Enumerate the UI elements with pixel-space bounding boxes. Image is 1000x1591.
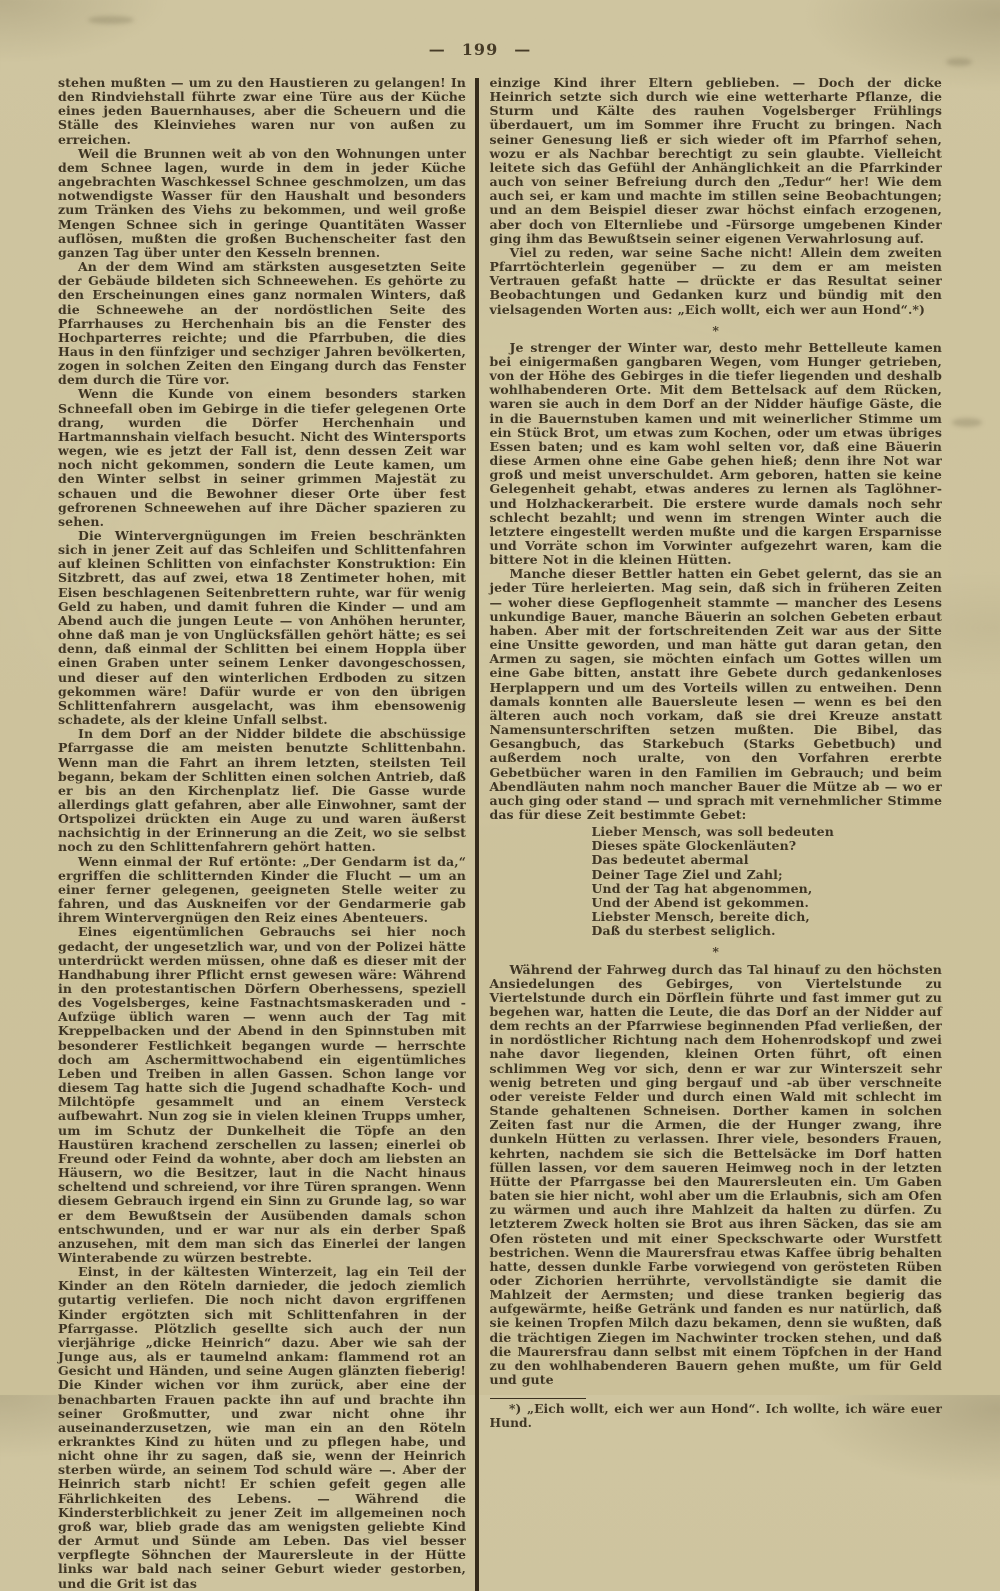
- footnote: *) „Eich wollt, eich wer aun Hond“. Ich wollte, ich wäre euer Hund.: [489, 1402, 942, 1431]
- paper-smudge: [88, 16, 134, 24]
- paragraph-left-2: Weil die Brunnen weit ab von den Wohnungen unter dem Schnee lagen, wurde in dem in jeder Küche angebrachten Waschkessel Schnee geschmolzen, um das notwendigste Wasser für den Haushalt und besonders zum Tränken des Viehs zu bekommen, und weil große Mengen Schnee sich in geringe Quantitäten Wasser auflösen, mußten die großen Buchenscheiter fast den ganzen Tag über unter den Kesseln brennen.: [58, 145, 466, 260]
- poem-line: Liebster Mensch, bereite dich,: [591, 909, 810, 925]
- poem-line: Daß du sterbest seliglich.: [591, 923, 776, 939]
- paragraph-right-1: einzige Kind ihrer Eltern geblieben. — Doch der dicke Heinrich setzte sich durch wie eine wetterharte Pflanze, die Sturm und Kälte des rauhen Vogelsberger Frühlings überdauert, um im Sommer ihre Frucht zu bringen. Nach seiner Genesung ließ er sich wieder oft im Pfarrhof sehen, wozu er als Nachbar berechtigt zu sein glaubte. Vielleicht leitete sich das Gefühl der Anhänglichkeit an die Pfarrkinder auch von seiner Befreiung durch den „Tedur“ her! Wie dem auch sei, er kam und machte im stillen seine Beobachtungen; und an dem Beispiel dieser zwar höchst einfach erzogenen, aber doch von Elternliebe und -Fürsorge umgebenen Kinder ging ihm das Bewußtsein seiner eigenen Verwahrlosung auf.: [489, 75, 942, 246]
- star-separator: *: [712, 944, 720, 960]
- poem-line: Und der Tag hat abgenommen,: [591, 880, 813, 896]
- footnote-rule: [490, 1398, 586, 1399]
- paragraph-right-3: Je strenger der Winter war, desto mehr Bettelleute kamen bei einigermaßen gangbaren Wegen, vom Hunger getrieben, von der Höhe des Gebirges in die tiefer liegenden und deshalb wohlhabenderen Orte. Mit dem Bettelsack auf dem Rücken, waren sie auch in dem Dorf an der Nidder häufige Gäste, die in die Bauernstuben kamen und mit weinerlicher Stimme um ein Stück Brot, um etwas zum Kochen, oder um etwas übriges Essen baten; und es kam wohl selten vor, daß eine Bäuerin diese Armen ohne eine Gabe gehen hieß; denn ihre Not war groß und meist unverschuldet. Arm geboren, hatten sie keine Gelegenheit gehabt, etwas anderes zu lernen als Taglöhner- und Holzhackerarbeit. Die erstere wurde damals noch sehr schlecht bezahlt; und wenn im strengen Winter auch die letztere eingestellt werden mußte und die kargen Ersparnisse und Vorräte schon im Vorwinter aufgezehrt waren, kam die bittere Not in die kleinen Hütten.: [489, 339, 942, 568]
- paper-smudge: [946, 58, 972, 66]
- paragraph-left-4: Wenn die Kunde von einem besonders starken Schneefall oben im Gebirge in die tiefer gelegenen Orte drang, wurden die Dörfer Herchenhain und Hartmannshain vielfach besucht. Nicht des Wintersports wegen, wie es jetzt der Fall ist, denn dessen Zeit war noch nicht gekommen, sondern die Leute kamen, um den Winter selbst in seiner grimmen Majestät zu schauen und die Bewohner dieser Orte über fest gefrorenen Schneewehen auf ihre Dächer spazieren zu sehen.: [58, 386, 466, 529]
- page-number: 199: [461, 40, 499, 59]
- paper-smudge: [952, 418, 982, 427]
- poem-line: Das bedeutet abermal: [591, 852, 749, 868]
- header-dash-right: —: [514, 40, 532, 59]
- paragraph-right-5: Während der Fahrweg durch das Tal hinauf zu den höchsten Ansiedelungen des Gebirges, von Viertelstunde zu Viertelstunde durch ein Dörflein führte und fast immer gut zu begehen war, hatten die Leute, die das Dorf an der Nidder auf dem rechts an der Pfarrwiese beginnenden Pfad verließen, der in nordöstlicher Richtung nach dem Hohenrodskopf und zwei nahe davor liegenden, kleinen Orten führt, oft einen schlimmen Weg vor sich, denn er war zur Winterszeit sehr wenig betreten und ging bergauf und -ab über verschneite oder vereiste Felder und durch einen Wald mit schlecht im Stande gehaltenen Schneisen. Dorther kamen in solchen Zeiten fast nur die Armen, die der Hunger zwang, ihre dunkeln Hütten zu verlassen. Ihrer viele, besonders Frauen, kehrten, nachdem sie sich die Bettelsäcke im Dorf hatten füllen lassen, vor dem saueren Heimweg noch in der letzten Hütte der Pfarrgasse bei den Maurersleuten ein. Um Gaben baten sie hier nicht, wohl aber um die Erlaubnis, sich am Ofen zu wärmen und auch ihre Mahlzeit da halten zu dürfen. Zu letzterem Zweck holten sie Brot aus ihren Säcken, das sie am Ofen rösteten und mit einer Speckschwarte oder Wurstfett bestrichen. Wenn die Maurersfrau etwas Kaffee übrig behalten hatte, dessen dunkle Farbe vorwiegend von gerösteten Rüben oder Zichorien herrührte, vervollständigte sie damit die Mahlzeit der Aermsten; und diese tranken begierig das aufgewärmte, heiße Getränk und fanden es nur natürlich, daß sie keinen Tropfen Milch dazu bekamen, denn sie wußten, daß die trächtigen Ziegen im Nachwinter trocken stehen, und daß die Maurersfrau dann selbst mit einem Töpfchen in der Hand zu den wohlhabenderen Bauern gehen mußte, um für Geld und gute: [489, 961, 942, 1388]
- right-column: [490, 76, 943, 1591]
- column-divider-rule: [475, 78, 479, 1591]
- paragraph-right-4: Manche dieser Bettler hatten ein Gebet gelernt, das sie an jeder Türe herleierten. Mag sein, daß sich in früheren Zeiten — woher diese Gepflogenheit stammte — mancher des Lesens unkundige Bauer, manche Bäuerin an solchen Gebeten erbaut haben. Aber mit der fortschreitenden Zeit war aus der Sitte eine Unsitte geworden, und man hätte gut daran getan, den Armen zu sagen, sie möchten einfach um Gottes willen um eine Gabe bitten, anstatt ihre Gebete durch gedankenloses Herplappern und um des Vorteils willen zu entweihen. Denn damals konnten alle Bauersleute lesen — wenn es bei den älteren auch noch vorkam, daß sie drei Kreuze anstatt Namensunterschriften setzen mußten. Die Bibel, das Gesangbuch, das Starkebuch (Starks Gebetbuch) und außerdem noch uralte, von den Vorfahren ererbte Gebetbücher waren in den Familien im Gebrauch; und beim Abendläuten nahm noch mancher Bauer die Mütze ab — wo er auch ging oder stand — und sprach mit vernehmlicher Stimme das für diese Zeit bestimmte Gebet:: [489, 566, 942, 822]
- text-columns: [58, 76, 942, 1591]
- star-separator: *: [712, 322, 720, 338]
- page-header: [0, 40, 960, 59]
- header-dash-left: —: [428, 40, 446, 59]
- paragraph-left-7: Wenn einmal der Ruf ertönte: „Der Gendarm ist da,“ ergriffen die schlitternden Kinder die Flucht — um an einer ferner gelegenen, geeigneten Stelle weiter zu fahren, und das Auskneifen vor der Gendarmerie gab ihrem Wintervergnügen den Reiz eines Abenteuers.: [58, 853, 466, 926]
- paragraph-right-2: Viel zu reden, war seine Sache nicht! Allein dem zweiten Pfarrtöchterlein gegenüber — zu dem er am meisten Vertrauen gefaßt hatte — drückte er das Resultat seiner Beobachtungen und Gedanken kurz und bündig mit den vielsagenden Worten aus: „Eich wollt, eich wer aun Hond“.*): [489, 244, 942, 317]
- paragraph-left-1: stehen mußten — um zu den Haustieren zu gelangen! In den Rindviehstall führte zwar eine Türe aus der Küche eines jeden Bauernhauses, aber die Scheuern und die Ställe des Kleinviehes waren nur von außen zu erreichen.: [58, 75, 466, 147]
- left-column: [58, 76, 466, 1591]
- paragraph-left-9: Einst, in der kältesten Winterzeit, lag ein Teil der Kinder an den Röteln darnieder, die jedoch ziemlich gutartig verliefen. Die noch nicht davon ergriffenen Kinder ergötzten sich mit Schlittenfahren in der Pfarrgasse. Plötzlich gesellte sich auch der nun vierjährige „dicke Heinrich“ dazu. Aber wie sah der Junge aus, als er taumelnd ankam: flammend rot an Gesicht und Händen, und seine Augen glänzten fieberig! Die Kinder wichen vor ihm zurück, aber eine der benachbarten Frauen packte ihn auf und brachte ihn seiner Großmutter, und zwar nicht ohne ihr auseinanderzusetzen, wie man ein an den Röteln erkranktes Kind zu hüten und zu pflegen habe, und nicht ohne ihr zu sagen, daß sie, wenn der Heinrich sterben würde, an seinem Tod schuld wäre —. Aber der Heinrich starb nicht! Er schien gefeit gegen alle Fährlichkeiten des Lebens. — Während die Kindersterblichkeit zu jener Zeit im allgemeinen noch groß war, blieb grade das am wenigsten geliebte Kind der Armut und Sünde am Leben. Das viel besser verpflegte Söhnchen der Maurersleute in der Hütte links war bald nach seiner Geburt wieder gestorben, und die Grit ist das: [58, 1264, 466, 1591]
- paragraph-left-3: An der dem Wind am stärksten ausgesetzten Seite der Gebäude bildeten sich Schneewehen. Es gehörte zu den Erscheinungen eines ganz normalen Winters, daß die Schneewehe an der nordöstlichen Seite des Pfarrhauses zu Herchenhain bis an die Fenster des Hochparterres reichte; und die Pfarrbuben, die dies Haus in den fünfziger und sechziger Jahren bevölkerten, zogen in solchen Zeiten den Eingang durch das Fenster dem durch die Türe vor.: [58, 259, 466, 388]
- evening-prayer-poem: [592, 825, 943, 938]
- paragraph-left-8: Eines eigentümlichen Gebrauchs sei hier noch gedacht, der ungesetzlich war, und von der Polizei hätte unterdrückt werden müssen, ohne daß es dieser mit der Handhabung ihrer Pflicht ernst gewesen wäre: Während in den protestantischen Dörfern Oberhessens, speziell des Vogelsberges, keine Fastnachtsmaskeraden und -Aufzüge üblich waren — wenn auch der Tag mit Kreppelbacken und der Abend in den Spinnstuben mit besonderer Festlichkeit begangen wurde — herrschte doch am Aschermittwochabend ein eigentümliches Leben und Treiben in allen Gassen. Schon lange vor diesem Tag hatte sich die Jugend schadhafte Koch- und Milchtöpfe gesammelt und an einem Versteck aufbewahrt. Nun zog sie in vielen kleinen Trupps umher, um im Schutz der Dunkelheit die Töpfe an den Haustüren krachend zerschellen zu lassen; einerlei ob Freund oder Feind da wohnte, aber doch am liebsten an Häusern, wo die Besitzer, laut in die Nacht hinaus scheltend und schreiend, vor ihre Türen sprangen. Wenn diesem Gebrauch irgend ein Sinn zu Grunde lag, so war er dem Bewußtsein der Ausübenden damals schon entschwunden, und er war nur als ein derber Spaß anzusehen, mit dem man sich das Einerlei der langen Winterabende zu würzen bestrebte.: [58, 924, 466, 1265]
- paragraph-left-6: In dem Dorf an der Nidder bildete die abschüssige Pfarrgasse die am meisten benutzte Schlittenbahn. Wenn man die Fahrt an ihrem letzten, steilsten Teil begann, bekam der Schlitten einen solchen Antrieb, daß er bis an den Kirchenplatz lief. Die Gasse wurde allerdings glatt gefahren, aber alle Einwohner, samt der Ortspolizei drückten ein Auge zu und waren äußerst nachsichtig in der Erinnerung an die Zeit, wo sie selbst noch zu den Schlittenfahrern gehört hatten.: [58, 726, 466, 855]
- poem-line: Dieses späte Glockenläuten?: [591, 838, 797, 854]
- poem-line: Lieber Mensch, was soll bedeuten: [591, 824, 834, 840]
- paragraph-left-5: Die Wintervergnügungen im Freien beschränkten sich in jener Zeit auf das Schleifen und Schlittenfahren auf kleinen Schlitten von einfachster Konstruktion: Ein Sitzbrett, das auf zwei, etwa 18 Zentimeter hohen, mit Eisen beschlagenen Seitenbrettern ruhte, war für wenig Geld zu haben, und damit fuhren die Kinder — und am Abend auch die jungen Leute — von Anhöhen herunter, ohne daß man je von Unglücksfällen gehört hätte; es sei denn, daß einmal der Schlitten bei einem Hoppla über einen Graben unter seinem Lenker davongeschossen, und dieser auf den winterlichen Erdboden zu sitzen gekommen wäre! Dafür wurde er von den übrigen Schlittenfahrern ausgelacht, was ihm ebensowenig schadete, als der kleine Unfall selbst.: [58, 528, 466, 728]
- poem-line: Deiner Tage Ziel und Zahl;: [591, 866, 783, 882]
- poem-line: Und der Abend ist gekommen.: [591, 894, 809, 910]
